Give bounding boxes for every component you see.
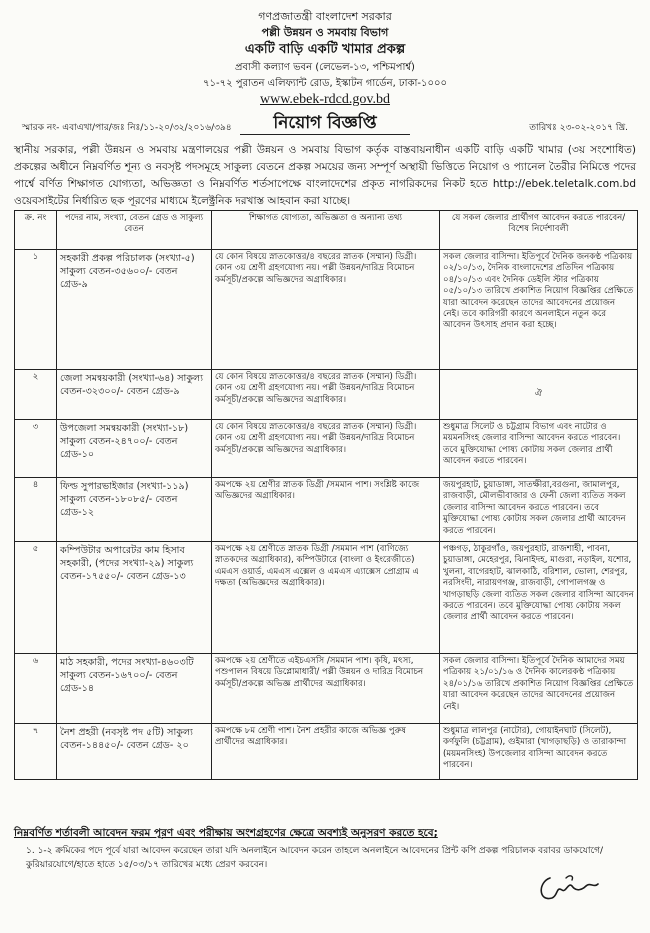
project-title: একটি বাড়ি একটি খামার প্রকল্প bbox=[244, 42, 406, 57]
vacancy-table bbox=[14, 210, 638, 780]
row-districts: সকল জেলার বাসিন্দা। ইতিপূর্বে দৈনিক আমাদের সময় পত্রিকায় ২১/০১/১৬ ও দৈনিক কালেরকণ্ঠ পত্রিকায় ২৪/০১/১৬ তারিখে প্রকাশিত নিয়োগ বিজ্ঞপ্তির প্রেক্ষিতে যারা আবেদন করেছেন তাদের আবেদনের প্রয়োজন নেই। bbox=[440, 654, 638, 724]
row-districts: জয়পুরহাট, চুয়াডাঙ্গা, সাতক্ষীরা,বরগুনা, জামালপুর, রাজবাড়ী, মৌলভীবাজার ও ফেনী জেলা ব্যতিত সকল জেলার বাসিন্দা আবেদন করতে পারবেন। তবে মুক্তিযোদ্ধা পোষ্য কোটায় সকল জেলার প্রার্থী আবেদন করতে পারবেন। bbox=[440, 478, 638, 542]
row-districts: শুধুমাত্র লালপুর (নাটোর), গোয়াইনঘাট (সিলেট), কর্ণফুলি (চট্টগ্রাম), গুইমারা (খাগড়াছড়ি) ও তারাকান্দা (ময়মনসিংহ) উপজেলার বাসিন্দা আবেদন করতে পারবেন। bbox=[440, 724, 638, 780]
col-header-qualification: শিক্ষাগত যোগ্যতা, অভিজ্ঞতা ও অন্যান্য তথ্য bbox=[212, 211, 440, 250]
row-serial: ২ bbox=[15, 370, 57, 420]
row-serial: ১ bbox=[15, 250, 57, 370]
govt-title: গণপ্রজাতন্ত্রী বাংলাদেশ সরকার bbox=[258, 10, 392, 23]
memo-number: স্মারক নং- এবাএখা/পার/জঃ নিঃ/১১-২০/৩২/২০১৬/৩৯৪ bbox=[22, 123, 232, 133]
signature-mark bbox=[536, 868, 606, 908]
row-post: ফিল্ড সুপারভাইজার (সংখ্যা-১১৯) সাকুল্য বেতন-১৮০৮৫/- বেতন গ্রেড-১২ bbox=[57, 478, 212, 542]
table-row bbox=[15, 250, 638, 370]
row-serial: ৪ bbox=[15, 478, 57, 542]
row-districts: শুধুমাত্র সিলেট ও চট্টগ্রাম বিভাগ এবং নাটোর ও ময়মনসিংহ জেলার বাসিন্দা আবেদন করতে পারবেন। তবে মুক্তিযোদ্ধা পোষ্য কোটায় সকল জেলার প্রার্থী আবেদন করতে পারবেন। bbox=[440, 420, 638, 478]
condition-text: ১-২ ক্রমিকের পদে পূর্বে যারা আবেদন করেছেন তারা যদি অনলাইনে আবেদন করেন তাহলে অনলাইনে আবেদনের প্রিন্ট কপি প্রকল্প পরিচালক বরাবর ডাকযোগে/কুরিয়ারযোগে/হাতে হাতে ১৫/০৩/১৭ তারিখের মধ্যে প্রেরণ করবেন। bbox=[26, 846, 604, 870]
row-post: কম্পিউটার অপারেটর কাম হিসাব সহকারী, (পদের সংখ্যা-২৯) সাকুল্য বেতন-১৭৫৫০/- বেতন গ্রেড-১৩ bbox=[57, 542, 212, 654]
street-address: ৭১-৭২ পুরাতন এলিফ্যান্ট রোড, ইস্কাটন গার্ডেন, ঢাকা-১০০০ bbox=[203, 78, 447, 89]
row-qualification: যে কোন বিষয়ে স্নাতকোত্তর/৪ বছরের স্নাতক (সম্মান) ডিগ্রী। কোন ৩য় শ্রেণী গ্রহণযোগ্য নয়। পল্লী উন্নয়ন/দারিদ্র বিমোচন কর্মসূচী/প্রকল্পে অভিজ্ঞদের অগ্রাধিকার। bbox=[212, 250, 440, 370]
row-serial: ৭ bbox=[15, 724, 57, 780]
table-row bbox=[15, 478, 638, 542]
title-underline bbox=[240, 134, 410, 135]
conditions-heading: নিম্নবর্ণিত শর্তাবলী আবেদন ফরম পূরণ এবং পরীক্ষায় অংশগ্রহণের ক্ষেত্রে অবশ্যই অনুসরণ করতে হবে; bbox=[14, 827, 438, 839]
col-header-serial: ক্র. নং bbox=[15, 211, 57, 250]
row-post: উপজেলা সমন্বয়কারী (সংখ্যা-১৮) সাকুল্য বেতন-২৪৭০০/- বেতন গ্রেড-১০ bbox=[57, 420, 212, 478]
notice-date: তারিখঃ ২৩-০২-২০১৭ খ্রি. bbox=[529, 123, 628, 133]
row-serial: ৫ bbox=[15, 542, 57, 654]
table-row bbox=[15, 370, 638, 420]
row-post: জেলা সমন্বয়কারী (সংখ্যা-৬৪) সাকুল্য বেতন-৩২৩০০/- বেতন গ্রেড-৯ bbox=[57, 370, 212, 420]
row-districts: পঞ্চগড়, ঠাকুরগাঁও, জয়পুরহাট, রাজশাহী, পাবনা, চুয়াডাঙ্গা, মেহেরপুর, ঝিনাইদহ, মাগুরা, নড়াইল, যশোর, খুলনা, বাগেরহাট, ঝালকাঠি, বরিশাল, ভোলা, শেরপুর, নরসিংদী, নারায়ণগঞ্জ, রাজবাড়ী, গোপালগঞ্জ ও খাগড়াছড়ি জেলা ব্যতিত সকল জেলার বাসিন্দা আবেদন করতে পারবেন। তবে মুক্তিযোদ্ধা পোষ্য কোটায় সকল জেলার প্রার্থী আবেদন করতে পারবেন। bbox=[440, 542, 638, 654]
row-post: নৈশ প্রহরী (নবসৃষ্ট পদ ৫টি) সাকুল্য বেতন-১৪৪৫০/- বেতন গ্রেড- ২০ bbox=[57, 724, 212, 780]
intro-paragraph: স্থানীয় সরকার, পল্লী উন্নয়ন ও সমবায় মন্ত্রণালয়ের পল্লী উন্নয়ন ও সমবায় বিভাগ কর্তৃক বাস্তবায়নাধীন একটি বাড়ি একটি খামার (৩য় সংশোধিত) প্রকল্পের অধীনে নিম্নবর্ণিত শূন্য ও নবসৃষ্ট পদসমূহে সাকুল্য বেতনে প্রকল্প সময়ের জন্য সম্পূর্ণ অস্থায়ী ভিত্তিতে নিয়োগ ও প্যানেল তৈরীর নিমিত্তে পদের পার্শ্বে বর্ণিত শিক্ষাগত যোগ্যতা, অভিজ্ঞতা ও নিম্নবর্ণিত শর্তসাপেক্ষে বাংলাদেশের প্রকৃত নাগরিকদের নিকট হতে http://ebek.teletalk.com.bd ওয়েবসাইটের নির্ধারিত ছক পূরণের মাধ্যমে ইলেক্ট্রনিক দরখাস্ত আহবান করা যাচ্ছে। bbox=[14, 144, 636, 207]
table-row bbox=[15, 724, 638, 780]
row-post: সহকারী প্রকল্প পরিচালক (সংখ্যা-৫) সাকুল্য বেতন-৩৫৬০০/- বেতন গ্রেড-৯ bbox=[57, 250, 212, 370]
notice-title: নিয়োগ বিজ্ঞপ্তি bbox=[273, 113, 377, 133]
row-serial: ৩ bbox=[15, 420, 57, 478]
col-header-post: পদের নাম, সংখ্যা, বেতন গ্রেড ও সাকুল্য বেতন bbox=[57, 211, 212, 250]
row-serial: ৬ bbox=[15, 654, 57, 724]
row-districts: সকল জেলার বাসিন্দা। ইতিপূর্বে দৈনিক জনকণ্ঠ পত্রিকায় ০২/১০/১৩, দৈনিক বাংলাদেশের প্রতিদিন পত্রিকায় ০৪/১০/১৩ এবং দৈনিক ডেইলি স্টার পত্রিকায় ০৫/১০/১৩ তারিখে প্রকাশিত নিয়োগ বিজ্ঞপ্তির প্রেক্ষিতে যারা আবেদন করেছেন তাদের আবেদনের প্রয়োজন নেই। তবে কারিগরী কারণে অনলাইনে নতুন করে আবেদন উৎসাহ প্রদান করা হচ্ছে। bbox=[440, 250, 638, 370]
row-districts: ঐ bbox=[440, 370, 638, 420]
office-address: প্রবাসী কল্যাণ ভবন (লেভেল-১৩, পশ্চিমপার্শ্ব) bbox=[235, 62, 415, 73]
table-row bbox=[15, 654, 638, 724]
condition-item bbox=[26, 844, 616, 872]
condition-number: ১. bbox=[26, 846, 35, 856]
row-qualification: কমপক্ষে ৮ম শ্রেণী পাশ। নৈশ প্রহরীর কাজে অভিজ্ঞ পুরুষ প্রার্থীদের অগ্রাধিকার। bbox=[212, 724, 440, 780]
col-header-districts: যে সকল জেলার প্রার্থীগণ আবেদন করতে পারবেন/বিশেষ নির্দেশাবলী bbox=[440, 211, 638, 250]
row-qualification: কমপক্ষে ২য় শ্রেণীতে স্নাতক ডিগ্রী /সমমান পাশ (বাণিজ্যে স্নাতকদের অগ্রাধিকার), কম্পিউটারে (বাংলা ও ইংরেজীতে) এমএস ওয়ার্ড, এমএস এক্সেল ও এমএস এ্যাক্সেস প্রোগ্রাম এ দক্ষতা (অভিজ্ঞদের অগ্রাধিকার)। bbox=[212, 542, 440, 654]
row-qualification: কমপক্ষে ২য় শ্রেণীর স্নাতক ডিগ্রী /সমমান পাশ। সংশ্লিষ্ট কাজে অভিজ্ঞদের অগ্রাধিকার। bbox=[212, 478, 440, 542]
table-header-row bbox=[15, 211, 638, 250]
row-qualification: যে কোন বিষয়ে স্নাতকোত্তর/৪ বছরের স্নাতক (সম্মান) ডিগ্রী। কোন ৩য় শ্রেণী গ্রহণযোগ্য নয়। পল্লী উন্নয়ন/দারিদ্র বিমোচন কর্মসূচী/প্রকল্পে অভিজ্ঞদের অগ্রাধিকার। bbox=[212, 420, 440, 478]
row-qualification: কমপক্ষে ২য় শ্রেণীতে এইচএসসি /সমমান পাশ। কৃষি, মৎস্য, পশুপালন বিষয়ে ডিপ্লোমাধারী/ পল্লী উন্নয়ন ও দারিদ্র বিমোচন কর্মসূচী/প্রকল্পে অভিজ্ঞ প্রার্থীদের অগ্রাধিকার। bbox=[212, 654, 440, 724]
table-row bbox=[15, 542, 638, 654]
row-qualification: যে কোন বিষয়ে স্নাতকোত্তর/৪ বছরের স্নাতক (সম্মান) ডিগ্রী। কোন ৩য় শ্রেণী গ্রহণযোগ্য নয়। পল্লী উন্নয়ন/দারিদ্র বিমোচন কর্মসূচী/প্রকল্পে অভিজ্ঞদের অগ্রাধিকার। bbox=[212, 370, 440, 420]
website-link[interactable]: www.ebek-rdcd.gov.bd bbox=[260, 92, 390, 107]
table-row bbox=[15, 420, 638, 478]
row-post: মাঠ সহকারী, পদের সংখ্যা-৪৬০৩টি সাকুল্য বেতন-১৬৭০০/- বেতন গ্রেড-১৪ bbox=[57, 654, 212, 724]
division-title: পল্লী উন্নয়ন ও সমবায় বিভাগ bbox=[261, 26, 389, 39]
